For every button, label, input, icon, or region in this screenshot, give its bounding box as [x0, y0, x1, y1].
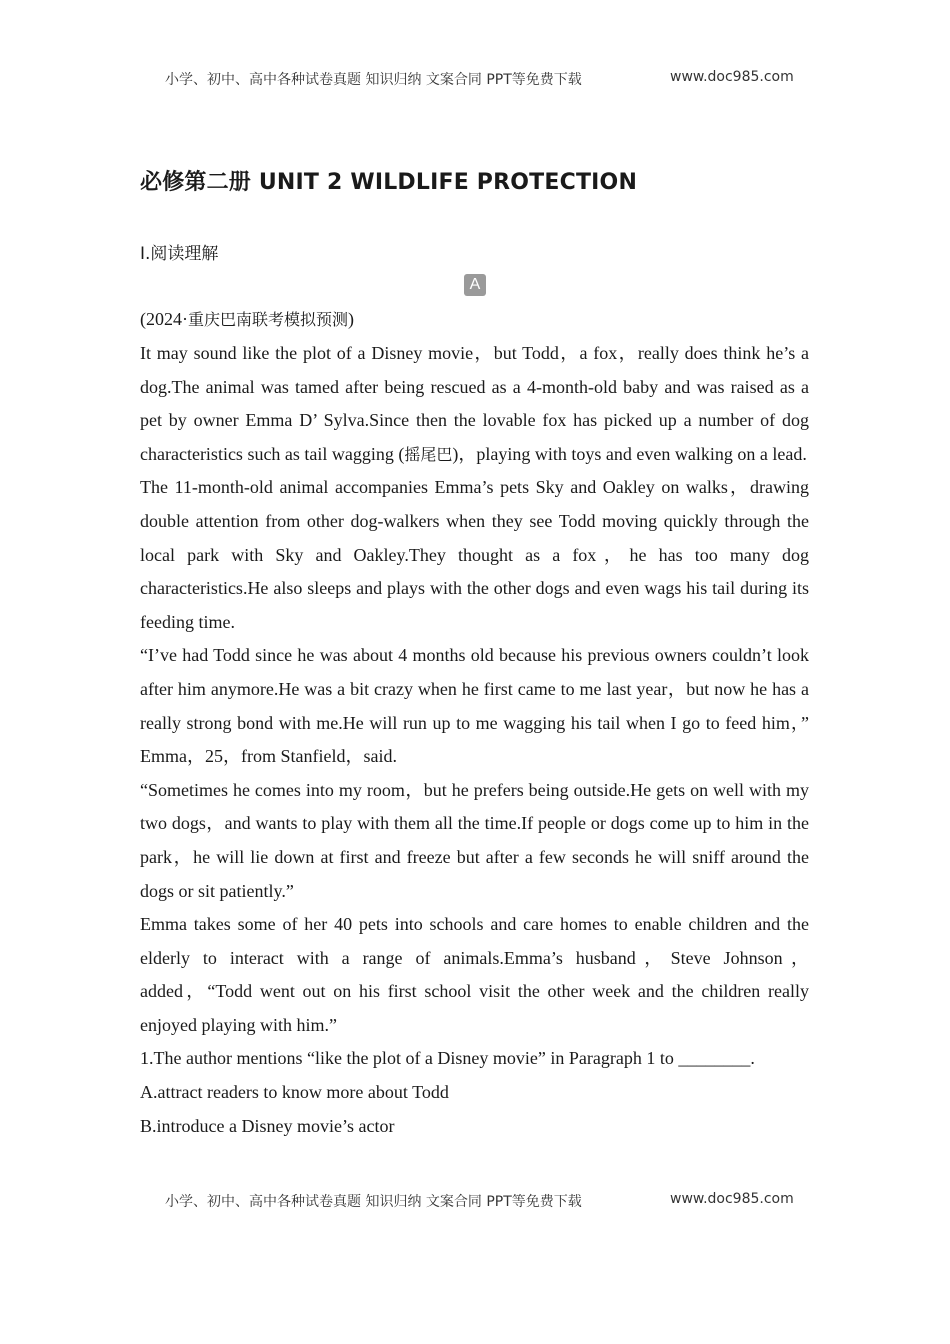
page-footer	[165, 1191, 805, 1211]
reading-passage	[140, 337, 809, 1143]
question-1-option-b: B.introduce a Disney movie’s actor	[140, 1115, 395, 1136]
paragraph-3: “I’ve had Todd since he was about 4 months old because his previous owners couldn’t look after him anymore.He was a bit crazy when he first came to me last year，but now he has a really strong bond with me.He will run up to me wagging his tail when I go to feed him，” Emma，25，from Stanfield，said.	[140, 645, 809, 767]
header-site-link[interactable]: www.doc985.com	[670, 69, 794, 85]
section-heading: Ⅰ.阅读理解	[140, 244, 219, 264]
source-region: 重庆巴南联考模拟预测	[188, 310, 349, 329]
paragraph-1-part-a: It may sound like the plot of a Disney movie，but Todd，a fox，really does think he’s a dog.The animal was tamed after being rescued as a 4-month-old baby and was raised as a pet by owner Emma D’ Sylva.Since then the lovable fox has picked up a number of dog characteristics such as tail wagging (	[140, 343, 809, 464]
passage-label-badge: A	[464, 274, 486, 296]
paragraph-1-chinese-gloss: 摇尾巴	[404, 444, 453, 464]
footer-text: 小学、初中、高中各种试卷真题 知识归纳 文案合同 PPT等免费下载	[165, 1194, 582, 1210]
paragraph-1	[140, 337, 809, 471]
source-open: (2024·	[140, 309, 188, 329]
paragraph-5: Emma takes some of her 40 pets into schools and care homes to enable children and the elderly to interact with a range of animals.Emma’s husband，Steve Johnson，added，“Todd went out on his first school visit the other week and the children really enjoyed playing with him.”	[140, 914, 809, 1035]
header-text: 小学、初中、高中各种试卷真题 知识归纳 文案合同 PPT等免费下载	[165, 72, 582, 88]
source-close: )	[348, 309, 355, 329]
footer-site-link[interactable]: www.doc985.com	[670, 1191, 794, 1207]
question-1-option-a: A.attract readers to know more about Todd	[140, 1082, 449, 1103]
question-1-stem: 1.The author mentions “like the plot of a Disney movie” in Paragraph 1 to ________.	[140, 1048, 755, 1069]
page-header	[165, 69, 805, 89]
paragraph-2: The 11-month-old animal accompanies Emma’s pets Sky and Oakley on walks，drawing double attention from other dog-walkers when they see Todd moving quickly through the local park with Sky and Oakley.They thought as a fox，he has too many dog characteristics.He also sleeps and plays with the other dogs and even wags his tail during its feeding time.	[140, 477, 809, 632]
source-citation	[140, 307, 354, 330]
page-title: 必修第二册 UNIT 2 WILDLIFE PROTECTION	[140, 170, 638, 195]
paragraph-4: “Sometimes he comes into my room，but he prefers being outside.He gets on well with my two dogs，and wants to play with them all the time.If people or dogs come up to him in the park，he will lie down at first and freeze but after a few seconds he will sniff around the dogs or sit patiently.”	[140, 779, 809, 901]
paragraph-1-part-b: )，playing with toys and even walking on a lead.	[452, 443, 807, 464]
